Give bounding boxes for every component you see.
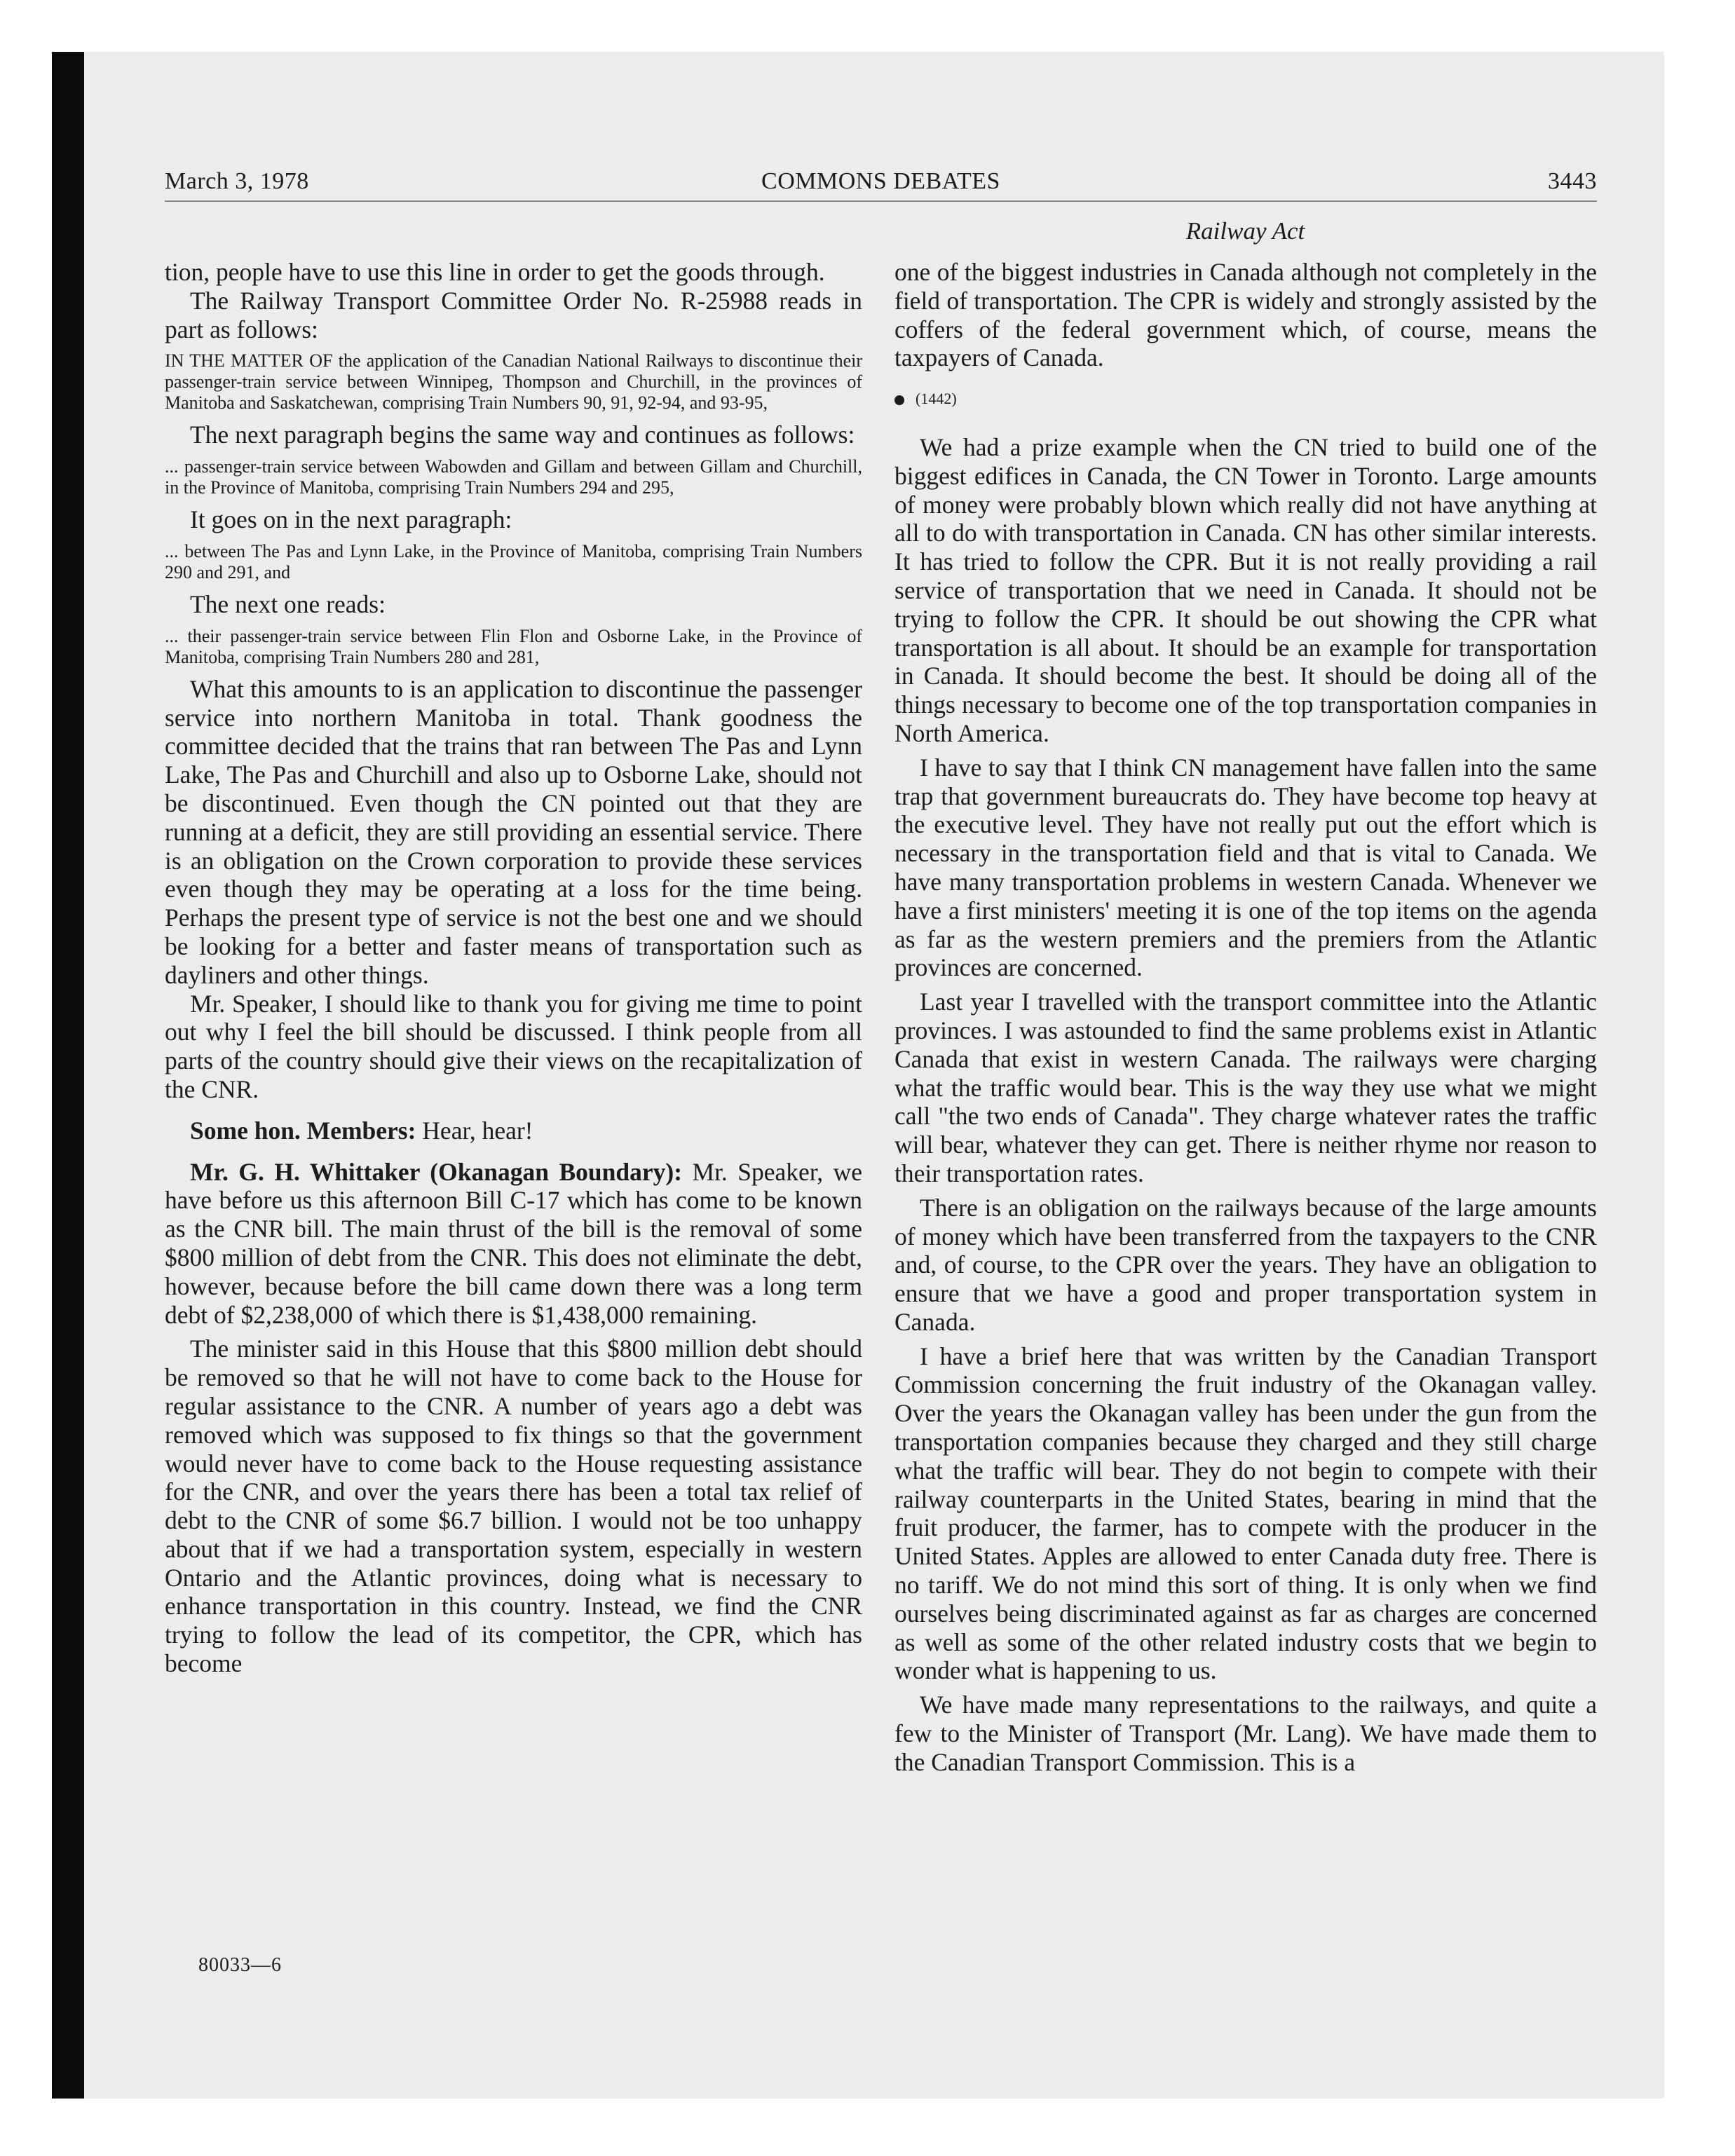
paragraph: The next paragraph begins the same way and continues as follows: (190, 421, 855, 449)
running-head: Railway Act (1185, 217, 1305, 245)
paragraph: What this amounts to is an application to discontinue the passenger service into northern Manitoba in total. Thank goodness the committee decided that the trains that ran between The Pas and Lynn Lake, The Pas and Churchill and also up to Osborne Lake, should not be discontinued. Even though the CN pointed out that they are running at a deficit, they are still providing an essential service. There is an obligation on the Crown corporation to provide these services even though they may be operating at a loss for the time being. Perhaps the present type of service is not the best one and we should be looking for a better and faster means of transportation such as dayliners and other things. (165, 674, 862, 989)
speech (165, 1158, 862, 1330)
paragraph: We had a prize example when the CN tried to build one of the biggest edifices in Canada, the CN Tower in Toronto. Large amounts of money were probably blown which really did not have anything at all to do with transportation in Canada. CN has other similar interests. It has tried to follow the CPR. But it is not really providing a rail service of transportation that we need in Canada. It should not be trying to follow the CPR. It should be out showing the CPR what transportation is all about. It should be an example for transportation in Canada. It should become the best. It should be doing all of the things necessary to become one of the top transportation companies in North America. (894, 432, 1597, 747)
paragraph: The minister said in this House that this $800 million debt should be removed so that he will not have to come back to the House for regular assistance to the CNR. A number of years ago a debt was removed which was supposed to fix things so that the government would never have to come back to the House requesting assistance for the CNR, and over the years there has been a total tax relief of debt to the CNR of some $6.7 billion. I would not be too unhappy about that if we had a transportation system, especially in western Ontario and the Atlantic provinces, doing what is necessary to enhance transportation in this country. Instead, we find the CNR trying to follow the lead of its competitor, the CPR, which has become (165, 1335, 862, 1678)
speech-text: Mr. Speaker, we have before us this afternoon Bill C-17 which has come to be known as the CNR bill. The main thrust of the bill is the removal of some $800 million of debt from the CNR. This does not eliminate the debt, however, because before the bill came down there was a long term debt of $2,238,000 of which there is $1,438,000 remaining. (165, 1157, 862, 1329)
paragraph: I have a brief here that was written by the Canadian Transport Commission concerning the fruit industry of the Okanagan valley. Over the years the Okanagan valley has been under the gun from the transportation companies because they charged and they still charge what the traffic will bear. They do not begin to compete with their railway counterparts in the United States, bearing in mind that the fruit producer, the farmer, has to compete with the producer in the United States. Apples are allowed to enter Canada duty free. There is no tariff. We do not mind this sort of thing. It is only when we find ourselves being discriminated against as far as charges are concerned as well as some of the other related industry costs that we begin to wonder what is happening to us. (894, 1342, 1597, 1685)
paragraph: tion, people have to use this line in order to get the goods through. (165, 258, 825, 286)
paragraph: Last year I travelled with the transport committee into the Atlantic provinces. I was astounded to find the same problems exist in Atlantic Canada that exist in western Canada. The railways were charging what the traffic would bear. This is the way they use what we might call "the two ends of Canada". They charge whatever rates the traffic will bear, whatever they can get. There is neither rhyme nor reason to their transportation rates. (894, 988, 1597, 1187)
quotation: IN THE MATTER OF the application of the Canadian National Railways to discontinue their passenger-train service between Winnipeg, Thompson and Churchill, in the provinces of Manitoba and Saskatchewan, comprising Train Numbers 90, 91, 92-94, and 93-95, (165, 350, 862, 414)
header-title: COMMONS DEBATES (761, 168, 1000, 194)
quotation: ... passenger-train service between Wabowden and Gillam and between Gillam and Churchill, in the Province of Manitoba, comprising Train Numbers 294 and 295, (165, 456, 862, 498)
paragraph: I have to say that I think CN management have fallen into the same trap that government bureaucrats do. They have become top heavy at the executive level. They have not really put out the effort which is necessary in the transportation field and that is vital to Canada. We have many transportation problems in western Canada. Whenever we have a first ministers' meeting it is one of the top items on the agenda as far as the western premiers and the premiers from the Atlantic provinces are concerned. (894, 753, 1597, 982)
interjection-text: Hear, hear! (416, 1116, 533, 1145)
right-column (894, 258, 1597, 1777)
paragraph: There is an obligation on the railways because of the large amounts of money which have been transferred from the taxpayers to the CNR and, of course, to the CPR over the years. They have an obligation to ensure that we have a good and proper transportation system in Canada. (894, 1193, 1597, 1336)
quotation: ... their passenger-train service between Flin Flon and Osborne Lake, in the Province of Manitoba, comprising Train Numbers 280 and 281, (165, 625, 862, 667)
quotation: ... between The Pas and Lynn Lake, in the Province of Manitoba, comprising Train Numbers 290 and 291, and (165, 540, 862, 582)
timestamp-text: (1442) (916, 390, 957, 408)
header-page-number: 3443 (1548, 168, 1597, 194)
paragraph: It goes on in the next paragraph: (190, 505, 512, 534)
paragraph: The Railway Transport Committee Order No. R-25988 reads in part as follows: (165, 286, 862, 343)
header-date: March 3, 1978 (165, 168, 309, 194)
timestamp (894, 385, 1597, 414)
page-header (165, 168, 1597, 202)
left-column (165, 258, 862, 1678)
paragraph: We have made many representations to the railways, and quite a few to the Minister of Transport (Mr. Lang). We have made them to the Canadian Transport Commission. This is a (894, 1691, 1597, 1776)
paragraph: Mr. Speaker, I should like to thank you for giving me time to point out why I feel the bill should be discussed. I think people from all parts of the country should give their views on the recapitalization of the CNR. (165, 989, 862, 1103)
footer-code: 80033—6 (198, 1954, 282, 1976)
speaker-name: Mr. G. H. Whittaker (Okanagan Boundary): (190, 1157, 683, 1186)
interjection-speaker: Some hon. Members: (190, 1116, 416, 1145)
paragraph: one of the biggest industries in Canada although not completely in the field of transportation. The CPR is widely and strongly assisted by the coffers of the federal government which, of course, means the taxpayers of Canada. (894, 258, 1597, 372)
bullet-icon (894, 395, 904, 405)
scan-edge-bar (52, 52, 84, 2099)
paragraph: The next one reads: (190, 589, 386, 618)
interjection (165, 1117, 862, 1145)
